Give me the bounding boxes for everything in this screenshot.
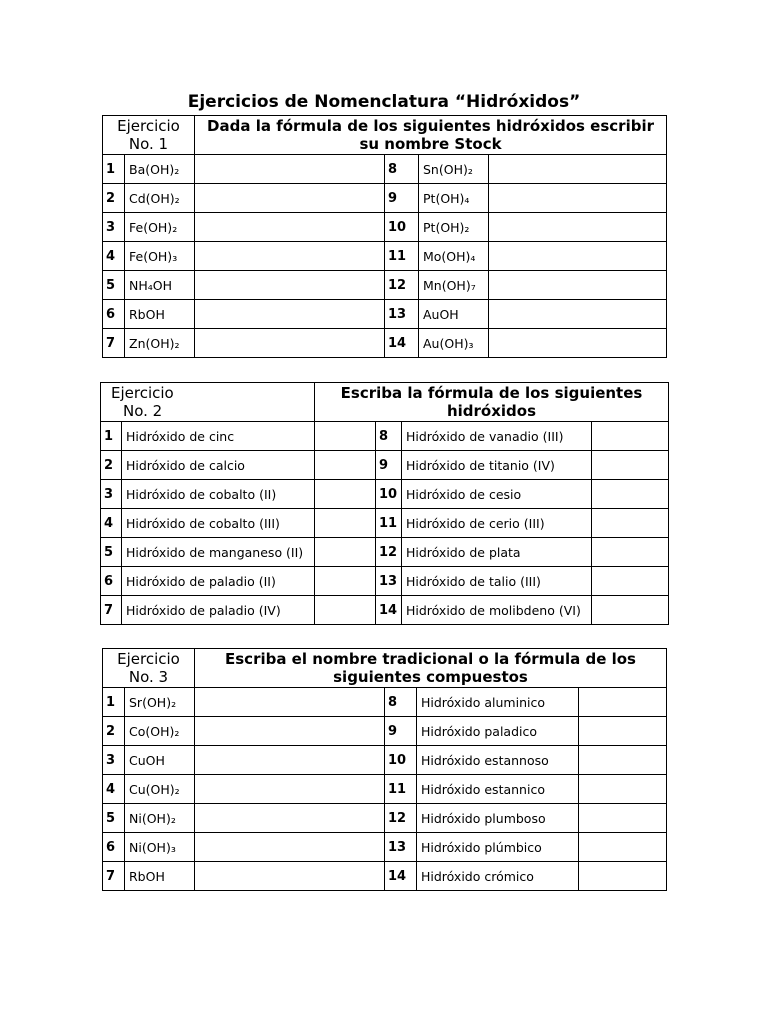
answer-cell[interactable] [592,480,669,509]
table-row [101,480,669,509]
item-number: 10 [385,213,419,242]
answer-cell[interactable] [195,329,385,358]
answer-cell[interactable] [579,746,667,775]
item-number: 4 [103,775,125,804]
item-text: Cd(OH)₂ [125,184,195,213]
exercise-3-instruction: Escriba el nombre tradicional o la fórmula de los siguientes compuestos [195,649,667,688]
table-row [103,329,667,358]
table-row [101,596,669,625]
item-number: 12 [376,538,402,567]
item-number: 2 [103,717,125,746]
item-number: 2 [103,184,125,213]
answer-cell[interactable] [315,480,376,509]
item-text: Cu(OH)₂ [125,775,195,804]
table-row [103,271,667,300]
answer-cell[interactable] [592,509,669,538]
table-row [103,242,667,271]
item-number: 14 [376,596,402,625]
item-text: RbOH [125,300,195,329]
item-text: Hidróxido de paladio (IV) [122,596,315,625]
answer-cell[interactable] [592,538,669,567]
table-row [103,804,667,833]
answer-cell[interactable] [489,242,667,271]
item-number: 13 [376,567,402,596]
table-row [103,155,667,184]
item-number: 6 [103,833,125,862]
answer-cell[interactable] [489,213,667,242]
table-row [103,746,667,775]
item-text: Hidróxido de cobalto (II) [122,480,315,509]
table-row [103,213,667,242]
item-text: Ba(OH)₂ [125,155,195,184]
item-text: Hidróxido estannico [417,775,579,804]
exercise-2-table [100,382,669,625]
item-text: Ni(OH)₃ [125,833,195,862]
exercise-3-table [102,648,667,891]
item-text: Mo(OH)₄ [419,242,489,271]
answer-cell[interactable] [315,509,376,538]
item-text: Hidróxido de molibdeno (VI) [402,596,592,625]
item-number: 5 [103,804,125,833]
item-number: 8 [385,155,419,184]
item-number: 9 [385,184,419,213]
table-row [103,833,667,862]
answer-cell[interactable] [195,300,385,329]
item-number: 1 [101,422,122,451]
exercise-2-instruction: Escriba la fórmula de los siguientes hidróxidos [315,383,669,422]
item-text: Sn(OH)₂ [419,155,489,184]
item-text: Hidróxido de paladio (II) [122,567,315,596]
item-number: 6 [103,300,125,329]
item-number: 5 [101,538,122,567]
item-number: 14 [385,862,417,891]
item-text: Mn(OH)₇ [419,271,489,300]
item-number: 7 [101,596,122,625]
exercise-1-table [102,115,667,358]
exercise-2-label: Ejercicio No. 2 [101,383,315,422]
answer-cell[interactable] [489,155,667,184]
item-number: 13 [385,833,417,862]
item-text: CuOH [125,746,195,775]
item-text: Hidróxido de manganeso (II) [122,538,315,567]
item-text: Hidróxido plumboso [417,804,579,833]
answer-cell[interactable] [195,804,385,833]
answer-cell[interactable] [195,775,385,804]
item-text: Hidróxido paladico [417,717,579,746]
answer-cell[interactable] [592,422,669,451]
item-number: 4 [103,242,125,271]
answer-cell[interactable] [315,538,376,567]
table-row [101,451,669,480]
answer-cell[interactable] [579,833,667,862]
item-number: 9 [385,717,417,746]
answer-cell[interactable] [315,567,376,596]
item-text: RbOH [125,862,195,891]
answer-cell[interactable] [579,717,667,746]
answer-cell[interactable] [195,155,385,184]
table-row [103,775,667,804]
table-row [103,862,667,891]
item-number: 1 [103,688,125,717]
answer-cell[interactable] [489,271,667,300]
answer-cell[interactable] [195,184,385,213]
item-text: Hidróxido de talio (III) [402,567,592,596]
item-text: Hidróxido de plata [402,538,592,567]
answer-cell[interactable] [315,596,376,625]
item-text: Hidróxido aluminico [417,688,579,717]
item-text: Hidróxido de calcio [122,451,315,480]
answer-cell[interactable] [592,567,669,596]
page-title: Ejercicios de Nomenclatura “Hidróxidos” [187,92,581,112]
item-number: 3 [101,480,122,509]
item-number: 4 [101,509,122,538]
table-row [101,422,669,451]
item-number: 2 [101,451,122,480]
answer-cell[interactable] [195,746,385,775]
exercise-3-label: Ejercicio No. 3 [103,649,195,688]
item-text: Hidróxido de cesio [402,480,592,509]
item-text: Pt(OH)₂ [419,213,489,242]
answer-cell[interactable] [489,184,667,213]
item-number: 7 [103,329,125,358]
item-number: 6 [101,567,122,596]
item-text: AuOH [419,300,489,329]
item-number: 11 [385,775,417,804]
answer-cell[interactable] [592,596,669,625]
item-text: Hidróxido de cerio (III) [402,509,592,538]
item-text: Fe(OH)₃ [125,242,195,271]
answer-cell[interactable] [489,300,667,329]
item-text: Hidróxido de cinc [122,422,315,451]
table-row [101,567,669,596]
item-number: 11 [385,242,419,271]
answer-cell[interactable] [195,833,385,862]
item-number: 12 [385,271,419,300]
exercise-1-label: Ejercicio No. 1 [103,116,195,155]
item-number: 12 [385,804,417,833]
table-row [101,538,669,567]
exercise-1-instruction: Dada la fórmula de los siguientes hidróxidos escribir su nombre Stock [195,116,667,155]
item-text: Hidróxido estannoso [417,746,579,775]
answer-cell[interactable] [579,688,667,717]
answer-cell[interactable] [579,775,667,804]
answer-cell[interactable] [195,242,385,271]
table-row [103,300,667,329]
item-text: Au(OH)₃ [419,329,489,358]
table-row [101,509,669,538]
table-row [103,184,667,213]
item-text: Hidróxido de cobalto (III) [122,509,315,538]
table-row [103,688,667,717]
answer-cell[interactable] [579,804,667,833]
answer-cell[interactable] [315,451,376,480]
answer-cell[interactable] [195,717,385,746]
item-number: 7 [103,862,125,891]
item-number: 5 [103,271,125,300]
answer-cell[interactable] [579,862,667,891]
item-number: 14 [385,329,419,358]
answer-cell[interactable] [315,422,376,451]
item-text: Sr(OH)₂ [125,688,195,717]
item-number: 3 [103,213,125,242]
table-row [103,717,667,746]
answer-cell[interactable] [195,688,385,717]
item-number: 1 [103,155,125,184]
item-number: 10 [385,746,417,775]
answer-cell[interactable] [195,271,385,300]
item-number: 11 [376,509,402,538]
item-number: 3 [103,746,125,775]
item-text: Fe(OH)₂ [125,213,195,242]
item-text: NH₄OH [125,271,195,300]
item-text: Ni(OH)₂ [125,804,195,833]
item-number: 13 [385,300,419,329]
item-text: Co(OH)₂ [125,717,195,746]
item-text: Hidróxido de vanadio (III) [402,422,592,451]
item-text: Hidróxido plúmbico [417,833,579,862]
item-number: 8 [385,688,417,717]
answer-cell[interactable] [592,451,669,480]
item-text: Zn(OH)₂ [125,329,195,358]
answer-cell[interactable] [195,213,385,242]
answer-cell[interactable] [489,329,667,358]
item-number: 8 [376,422,402,451]
item-text: Hidróxido de titanio (IV) [402,451,592,480]
item-text: Pt(OH)₄ [419,184,489,213]
item-text: Hidróxido crómico [417,862,579,891]
item-number: 10 [376,480,402,509]
answer-cell[interactable] [195,862,385,891]
item-number: 9 [376,451,402,480]
